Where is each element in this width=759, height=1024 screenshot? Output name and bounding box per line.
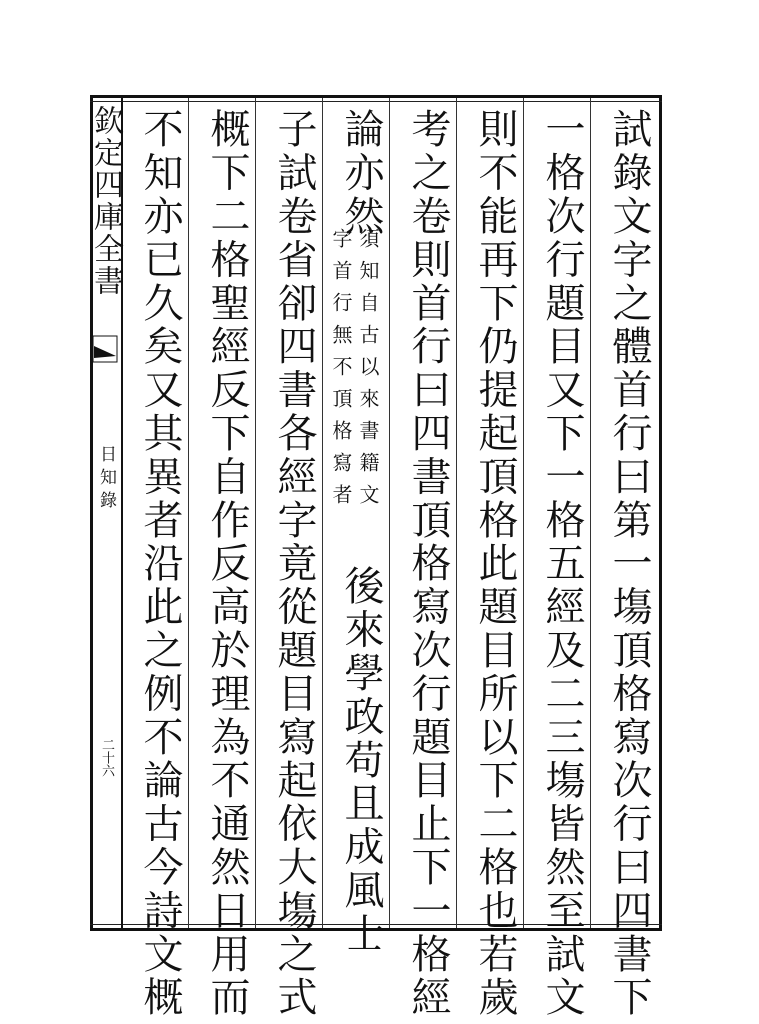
text-column-2: 一格次行題目又下一格五經及二三塲皆然至試文 bbox=[539, 108, 585, 1020]
frame-top-rule bbox=[90, 101, 662, 102]
margin-book-title: 日知錄 bbox=[96, 445, 116, 514]
text-column-5-tail: 後來學政苟且成風士 bbox=[338, 565, 384, 956]
annotation-line-2: 字首行無不頂格寫者 bbox=[329, 228, 353, 516]
text-column-6: 子試卷省卻四書各經字竟從題目寫起依大塲之式 bbox=[271, 108, 317, 1020]
text-column-7: 概下二格聖經反下自作反高於理為不通然日用而 bbox=[204, 108, 250, 1020]
text-column-3: 則不能再下仍提起頂格此題目所以下二格也若歲 bbox=[472, 108, 518, 1020]
fishtail-mark-icon bbox=[92, 334, 118, 364]
margin-page-number: 二十六 bbox=[99, 738, 114, 777]
margin-title: 欽定四庫全書 bbox=[88, 105, 123, 297]
annotation-line-1: 須知自古以來書籍文 bbox=[356, 228, 380, 516]
text-column-5-head: 論亦然 bbox=[338, 108, 384, 239]
text-column-8: 不知亦已久矣又其異者沿此之例不論古今詩文概 bbox=[137, 108, 183, 1020]
text-column-1: 試錄文字之體首行曰第一塲頂格寫次行曰四書下 bbox=[606, 108, 652, 1020]
text-column-4: 考之卷則首行曰四書頂格寫次行題目止下一格經 bbox=[405, 108, 451, 1020]
